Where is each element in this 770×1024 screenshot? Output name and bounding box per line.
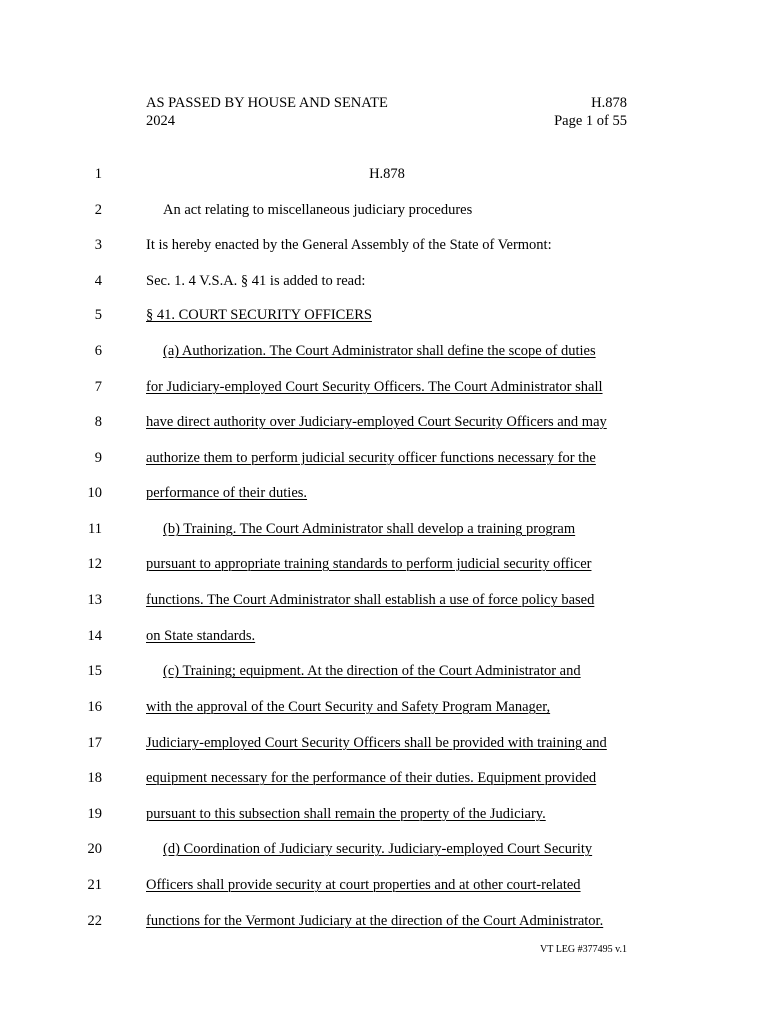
line-number: 13 [87,592,102,608]
statute-text: pursuant to appropriate training standards to perform judicial security officer [146,556,592,572]
text-line [0,732,770,754]
document-id-footer: VT LEG #377495 v.1 [540,944,627,955]
header-status: AS PASSED BY HOUSE AND SENATE [146,95,388,111]
text-line [0,304,770,326]
bill-title: H.878 [369,166,405,182]
line-number: 7 [94,379,102,395]
text-line [0,340,770,362]
text-line [0,625,770,647]
text-line [0,553,770,575]
statute-text: pursuant to this subsection shall remain the property of the Judiciary. [146,806,546,822]
header-right [554,94,627,130]
text-line [0,411,770,433]
statute-text: Judiciary-employed Court Security Officers shall be provided with training and [146,735,607,751]
text-line [0,696,770,718]
line-number: 6 [94,343,102,359]
statute-text: with the approval of the Court Security and Safety Program Manager, [146,699,551,715]
statute-heading: § 41. COURT SECURITY OFFICERS [146,307,372,323]
line-number: 4 [94,273,102,289]
text-line [0,163,770,185]
line-number: 16 [87,699,102,715]
line-number: 2 [94,202,102,218]
text-line [0,589,770,611]
section-heading: Sec. 1. 4 V.S.A. § 41 is added to read: [146,273,366,289]
statute-text: functions for the Vermont Judiciary at the direction of the Court Administrator. [146,913,604,929]
header-bill-number: H.878 [591,95,627,111]
text-line [0,447,770,469]
line-number: 12 [87,556,102,572]
line-number: 5 [94,307,102,323]
text-line [0,874,770,896]
text-line [0,270,770,292]
statute-text: performance of their duties. [146,485,308,501]
statute-text: on State standards. [146,628,256,644]
header-year: 2024 [146,113,175,129]
line-number: 19 [87,806,102,822]
text-line [0,518,770,540]
statute-text: have direct authority over Judiciary-employed Court Security Officers and may [146,414,607,430]
text-line [0,803,770,825]
line-number: 15 [87,663,102,679]
line-number: 22 [87,913,102,929]
act-description: An act relating to miscellaneous judiciary procedures [163,202,473,218]
line-number: 1 [94,166,102,182]
line-number: 8 [94,414,102,430]
line-number: 11 [88,521,102,537]
statute-text: for Judiciary-employed Court Security Officers. The Court Administrator shall [146,379,603,395]
line-number: 10 [87,485,102,501]
text-line [0,838,770,860]
header-left [146,94,388,130]
statute-text: authorize them to perform judicial security officer functions necessary for the [146,450,596,466]
line-number: 18 [87,770,102,786]
line-number: 3 [94,237,102,253]
text-line [0,376,770,398]
statute-text: Officers shall provide security at court properties and at other court-related [146,877,581,893]
statute-text: equipment necessary for the performance of their duties. Equipment provided [146,770,597,786]
line-number: 21 [87,877,102,893]
line-number: 14 [87,628,102,644]
statute-text: (d) Coordination of Judiciary security. Judiciary-employed Court Security [163,841,593,857]
statute-text: functions. The Court Administrator shall establish a use of force policy based [146,592,595,608]
text-line [0,234,770,256]
statute-text: (b) Training. The Court Administrator shall develop a training program [163,521,576,537]
statute-text: (c) Training; equipment. At the direction of the Court Administrator and [163,663,581,679]
text-line [0,767,770,789]
text-line [0,910,770,932]
statute-text: (a) Authorization. The Court Administrator shall define the scope of duties [163,343,596,359]
enacting-clause: It is hereby enacted by the General Assembly of the State of Vermont: [146,237,552,253]
text-line [0,482,770,504]
text-line [0,199,770,221]
line-number: 20 [87,841,102,857]
header-page-number: Page 1 of 55 [554,113,627,129]
line-number: 17 [87,735,102,751]
text-line [0,660,770,682]
line-number: 9 [94,450,102,466]
